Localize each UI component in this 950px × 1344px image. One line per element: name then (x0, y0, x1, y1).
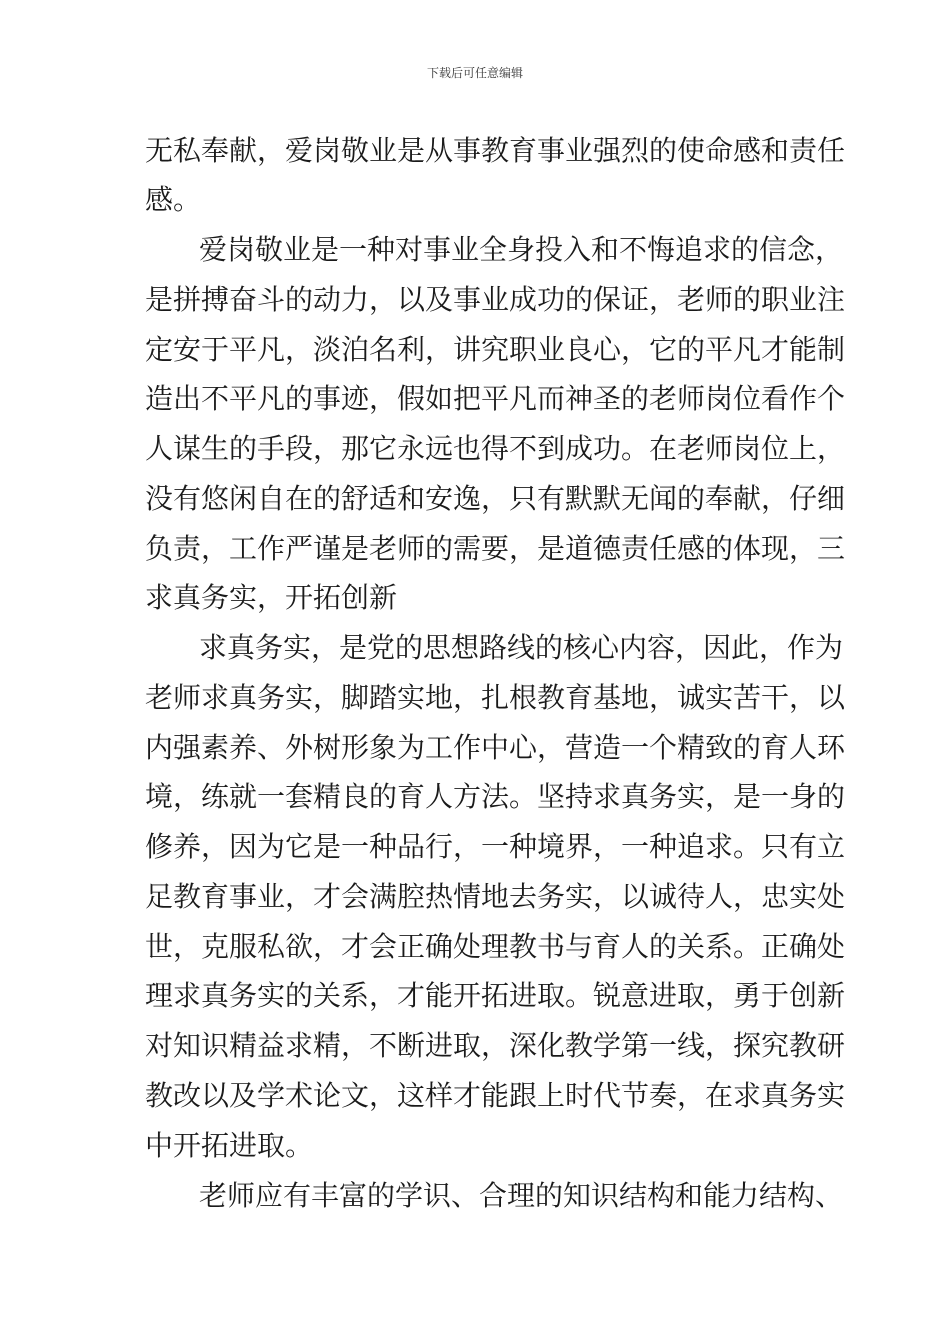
text-line: 足教育事业，才会满腔热情地去务实，以诚待人，忠实处 (145, 880, 846, 913)
text-line: 世，克服私欲，才会正确处理教书与育人的关系。正确处 (145, 930, 846, 963)
text-line: 求真务实，开拓创新 (145, 581, 398, 614)
text-line: 人谋生的手段，那它永远也得不到成功。在老师岗位上， (145, 432, 846, 465)
text-line: 定安于平凡，淡泊名利，讲究职业良心，它的平凡才能制 (145, 333, 846, 366)
text-line: 境，练就一套精良的育人方法。坚持求真务实，是一身的 (145, 780, 846, 813)
page-header: 下载后可任意编辑 (426, 66, 523, 80)
text-line: 修养，因为它是一种品行，一种境界，一种追求。只有立 (145, 830, 846, 863)
text-line: 造出不平凡的事迹，假如把平凡而神圣的老师岗位看作个 (145, 382, 846, 415)
text-line: 求真务实，是党的思想路线的核心内容，因此，作为 (199, 631, 844, 664)
text-line: 感。 (145, 183, 202, 216)
text-line: 内强素养、外树形象为工作中心，营造一个精致的育人环 (145, 731, 846, 764)
text-line: 无私奉献，爱岗敬业是从事教育事业强烈的使命感和责任 (145, 134, 846, 167)
text-line: 没有悠闲自在的舒适和安逸，只有默默无闻的奉献，仔细 (145, 482, 846, 515)
text-line: 负责，工作严谨是老师的需要，是道德责任感的体现，三 (145, 532, 846, 565)
text-line: 对知识精益求精，不断进取，深化教学第一线，探究教研 (145, 1029, 846, 1062)
text-line: 老师应有丰富的学识、合理的知识结构和能力结构、 (199, 1179, 844, 1212)
text-line: 爱岗敬业是一种对事业全身投入和不悔追求的信念， (199, 233, 844, 266)
text-line: 中开拓进取。 (145, 1129, 314, 1162)
text-line: 老师求真务实，脚踏实地，扎根教育基地，诚实苦干，以 (145, 681, 846, 714)
text-line: 理求真务实的关系，才能开拓进取。锐意进取，勇于创新 (145, 979, 846, 1012)
text-line: 教改以及学术论文，这样才能跟上时代节奏，在求真务实 (145, 1079, 846, 1112)
text-line: 是拼搏奋斗的动力，以及事业成功的保证，老师的职业注 (145, 283, 846, 316)
